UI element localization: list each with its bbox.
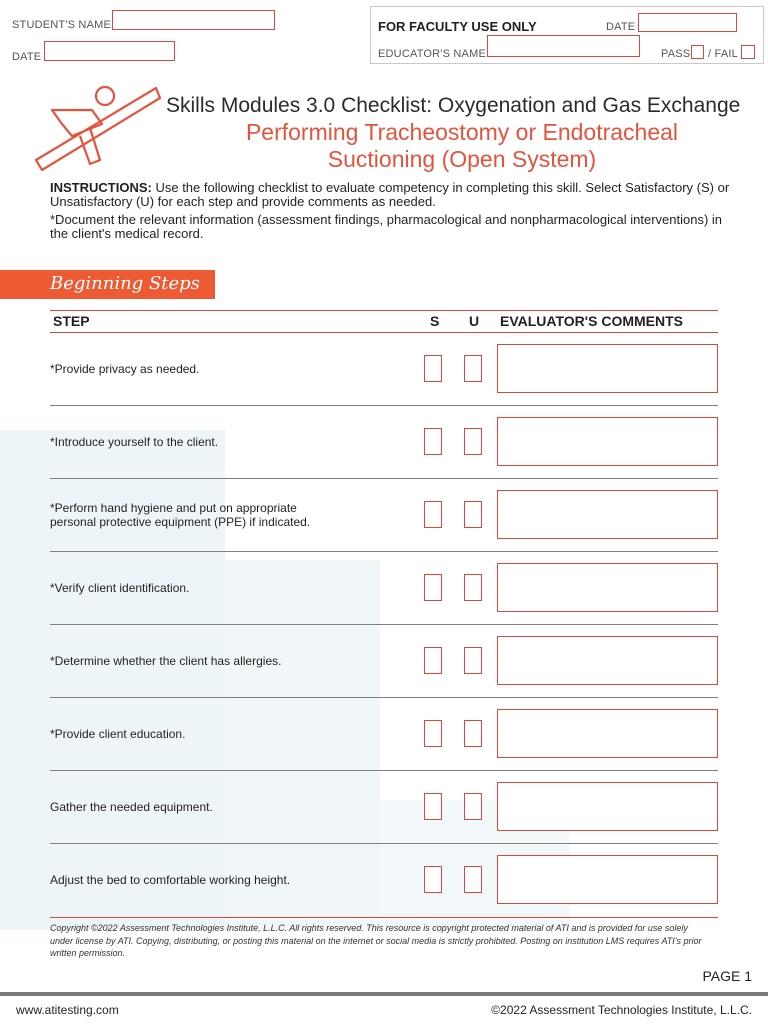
table-row bbox=[50, 479, 718, 552]
fail-checkbox[interactable] bbox=[741, 45, 755, 59]
satisfactory-checkbox[interactable] bbox=[424, 866, 442, 893]
instructions-text: Use the following checklist to evaluate competency in completing this skill. Select Satisfactory (S) or Unsatisfactory (U) for each step and provide comments as needed. bbox=[50, 180, 730, 209]
pass-label: PASS bbox=[661, 48, 691, 60]
table-row bbox=[50, 552, 718, 625]
satisfactory-checkbox[interactable] bbox=[424, 647, 442, 674]
column-header-step: STEP bbox=[53, 313, 90, 329]
date-field[interactable] bbox=[44, 41, 175, 61]
column-header-comments: EVALUATOR'S COMMENTS bbox=[500, 313, 683, 329]
evaluator-comment-field[interactable] bbox=[497, 490, 718, 539]
satisfactory-checkbox[interactable] bbox=[424, 428, 442, 455]
student-name-label: STUDENT'S NAME bbox=[12, 19, 112, 31]
unsatisfactory-checkbox[interactable] bbox=[464, 428, 482, 455]
evaluator-comment-field[interactable] bbox=[497, 782, 718, 831]
instructions-note: *Document the relevant information (assessment findings, pharmacological and nonpharmacological interventions) in the client's medical record. bbox=[50, 212, 723, 241]
satisfactory-checkbox[interactable] bbox=[424, 720, 442, 747]
educator-name-field[interactable] bbox=[487, 35, 640, 57]
evaluator-comment-field[interactable] bbox=[497, 855, 718, 904]
fail-label: / FAIL bbox=[708, 48, 738, 60]
step-text: *Determine whether the client has allergies. bbox=[50, 654, 282, 668]
evaluator-comment-field[interactable] bbox=[497, 709, 718, 758]
evaluator-comment-field[interactable] bbox=[497, 417, 718, 466]
unsatisfactory-checkbox[interactable] bbox=[464, 355, 482, 382]
instructions-label: INSTRUCTIONS: bbox=[50, 180, 152, 195]
unsatisfactory-checkbox[interactable] bbox=[464, 501, 482, 528]
skill-title-line-1: Performing Tracheostomy or Endotracheal bbox=[245, 119, 679, 145]
copyright-notice: Copyright ©2022 Assessment Technologies Institute, L.L.C. All rights reserved. This resource is copyright protected material of ATI and is provided for use solely under license by ATI. Copying, distributing, or posting this material on the internet or social media is strictly prohibited. Posting on institution LMS requires ATI's prior written permission. bbox=[50, 923, 702, 958]
section-title: Beginning Steps bbox=[50, 273, 200, 294]
faculty-date-label: DATE bbox=[606, 21, 636, 33]
satisfactory-checkbox[interactable] bbox=[424, 574, 442, 601]
step-text: *Introduce yourself to the client. bbox=[50, 435, 219, 449]
column-header-s: S bbox=[430, 313, 440, 329]
satisfactory-checkbox[interactable] bbox=[424, 501, 442, 528]
table-row bbox=[50, 333, 718, 406]
unsatisfactory-checkbox[interactable] bbox=[464, 574, 482, 601]
table-row bbox=[50, 844, 718, 917]
table-row bbox=[50, 406, 718, 479]
step-text: *Provide privacy as needed. bbox=[50, 362, 200, 376]
ati-logo-icon bbox=[32, 80, 162, 175]
satisfactory-checkbox[interactable] bbox=[424, 793, 442, 820]
step-text: Gather the needed equipment. bbox=[50, 800, 213, 814]
table-row bbox=[50, 771, 718, 844]
evaluator-comment-field[interactable] bbox=[497, 636, 718, 685]
skill-title-line-2: Suctioning (Open System) bbox=[327, 146, 597, 172]
step-text: Adjust the bed to comfortable working height. bbox=[50, 873, 291, 887]
satisfactory-checkbox[interactable] bbox=[424, 355, 442, 382]
pass-checkbox[interactable] bbox=[691, 45, 704, 59]
table-bottom-rule bbox=[50, 917, 718, 918]
step-text: *Perform hand hygiene and put on appropriate personal protective equipment (PPE) if indicated. bbox=[50, 501, 311, 529]
evaluator-comment-field[interactable] bbox=[497, 563, 718, 612]
date-label: DATE bbox=[12, 51, 42, 63]
table-row bbox=[50, 625, 718, 698]
instructions bbox=[50, 181, 730, 241]
unsatisfactory-checkbox[interactable] bbox=[464, 866, 482, 893]
footer-rule bbox=[0, 992, 768, 996]
page-title: Skills Modules 3.0 Checklist: Oxygenation and Gas Exchange bbox=[166, 94, 741, 117]
website-link[interactable]: www.atitesting.com bbox=[16, 1003, 119, 1017]
table-top-rule bbox=[50, 310, 718, 311]
faculty-use-box bbox=[370, 6, 764, 64]
unsatisfactory-checkbox[interactable] bbox=[464, 793, 482, 820]
step-text: *Provide client education. bbox=[50, 727, 186, 741]
faculty-title: FOR FACULTY USE ONLY bbox=[378, 19, 537, 34]
skill-title bbox=[166, 119, 758, 173]
table-row bbox=[50, 698, 718, 771]
section-banner bbox=[0, 270, 215, 299]
column-header-u: U bbox=[469, 313, 480, 329]
faculty-date-field[interactable] bbox=[638, 13, 737, 32]
page-number: PAGE 1 bbox=[702, 968, 752, 984]
student-name-field[interactable] bbox=[112, 10, 275, 30]
step-text: *Verify client identification. bbox=[50, 581, 190, 595]
instructions-paragraph bbox=[50, 181, 730, 209]
unsatisfactory-checkbox[interactable] bbox=[464, 720, 482, 747]
footer-company: ©2022 Assessment Technologies Institute, L.L.C. bbox=[491, 1003, 752, 1017]
evaluator-comment-field[interactable] bbox=[497, 344, 718, 393]
unsatisfactory-checkbox[interactable] bbox=[464, 647, 482, 674]
educator-name-label: EDUCATOR'S NAME bbox=[378, 48, 486, 60]
